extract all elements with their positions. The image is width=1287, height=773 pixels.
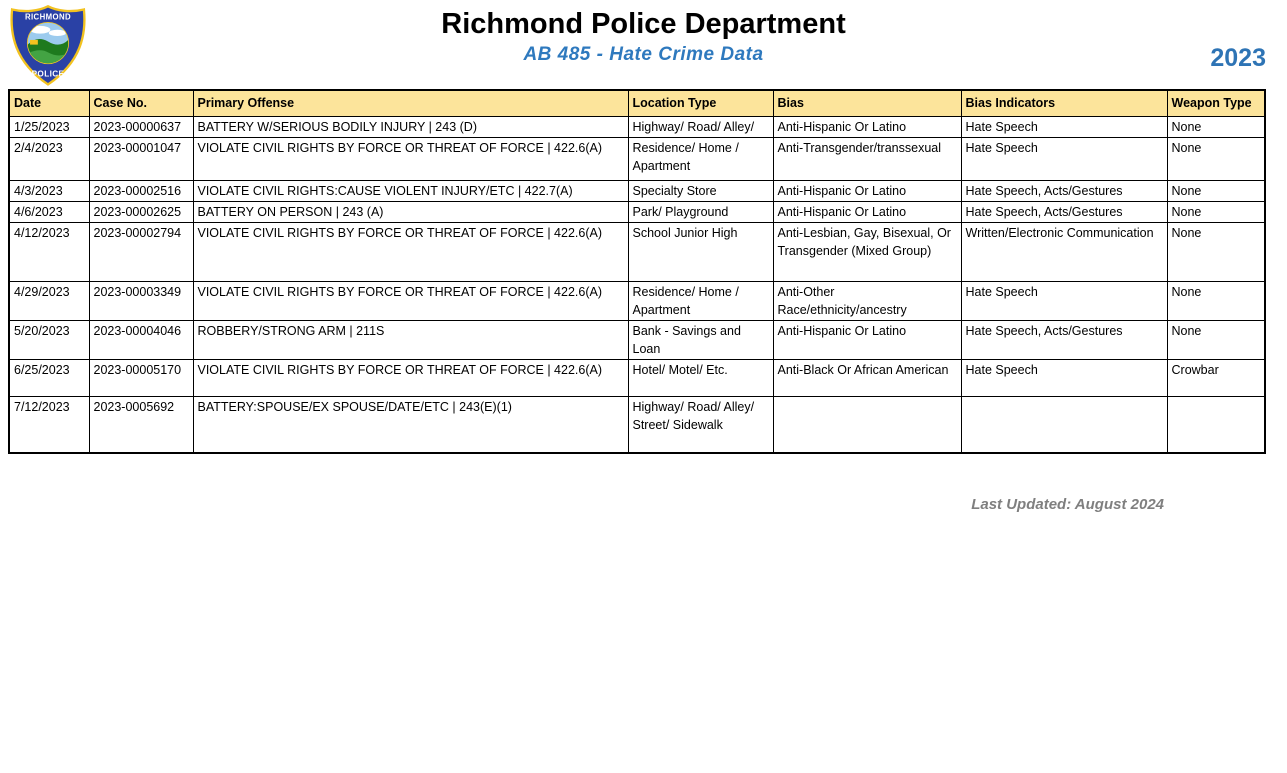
cell-primary_offense: VIOLATE CIVIL RIGHTS BY FORCE OR THREAT OF FORCE | 422.6(A) — [193, 281, 628, 320]
cell-bias: Anti-Transgender/transsexual — [773, 137, 961, 180]
badge-top-text: RICHMOND — [24, 12, 72, 22]
cell-bias: Anti-Hispanic Or Latino — [773, 116, 961, 137]
table-row — [9, 137, 1265, 180]
cell-location_type: Hotel/ Motel/ Etc. — [628, 359, 773, 396]
cell-case_no: 2023-00002794 — [89, 222, 193, 281]
cell-date: 4/12/2023 — [9, 222, 89, 281]
table-row — [9, 222, 1265, 281]
cell-location_type: Highway/ Road/ Alley/ — [628, 116, 773, 137]
table-row — [9, 281, 1265, 320]
cell-primary_offense: BATTERY ON PERSON | 243 (A) — [193, 201, 628, 222]
badge-bottom-text: POLICE — [31, 69, 65, 79]
cell-location_type: School Junior High — [628, 222, 773, 281]
cell-primary_offense: VIOLATE CIVIL RIGHTS:CAUSE VIOLENT INJURY/ETC | 422.7(A) — [193, 180, 628, 201]
cell-case_no: 2023-00001047 — [89, 137, 193, 180]
cell-date: 6/25/2023 — [9, 359, 89, 396]
cell-bias_indicators: Hate Speech, Acts/Gestures — [961, 320, 1167, 359]
cell-primary_offense: ROBBERY/STRONG ARM | 211S — [193, 320, 628, 359]
cell-bias: Anti-Hispanic Or Latino — [773, 180, 961, 201]
cell-location_type: Highway/ Road/ Alley/ Street/ Sidewalk — [628, 396, 773, 453]
column-header-date: Date — [9, 90, 89, 116]
table-row — [9, 201, 1265, 222]
cell-date: 5/20/2023 — [9, 320, 89, 359]
cell-weapon_type: None — [1167, 201, 1265, 222]
cell-case_no: 2023-00000637 — [89, 116, 193, 137]
cell-weapon_type — [1167, 396, 1265, 453]
page-header — [0, 0, 1287, 89]
cell-case_no: 2023-00003349 — [89, 281, 193, 320]
table-row — [9, 116, 1265, 137]
cell-location_type: Park/ Playground — [628, 201, 773, 222]
cell-location_type: Residence/ Home / Apartment — [628, 281, 773, 320]
cell-bias_indicators — [961, 396, 1167, 453]
page-subtitle: AB 485 - Hate Crime Data — [523, 43, 764, 65]
cell-case_no: 2023-00005170 — [89, 359, 193, 396]
cell-bias_indicators: Hate Speech, Acts/Gestures — [961, 201, 1167, 222]
column-header-weapon_type: Weapon Type — [1167, 90, 1265, 116]
cell-bias: Anti-Other Race/ethnicity/ancestry — [773, 281, 961, 320]
column-header-bias_indicators: Bias Indicators — [961, 90, 1167, 116]
cell-bias_indicators: Hate Speech — [961, 116, 1167, 137]
cell-location_type: Residence/ Home / Apartment — [628, 137, 773, 180]
cell-primary_offense: VIOLATE CIVIL RIGHTS BY FORCE OR THREAT OF FORCE | 422.6(A) — [193, 359, 628, 396]
cell-weapon_type: None — [1167, 320, 1265, 359]
cell-bias — [773, 396, 961, 453]
cell-date: 4/6/2023 — [9, 201, 89, 222]
cell-date: 4/3/2023 — [9, 180, 89, 201]
cell-case_no: 2023-00002516 — [89, 180, 193, 201]
cell-location_type: Specialty Store — [628, 180, 773, 201]
report-year: 2023 — [1210, 44, 1266, 72]
cell-date: 2/4/2023 — [9, 137, 89, 180]
cell-bias_indicators: Hate Speech — [961, 137, 1167, 180]
column-header-bias: Bias — [773, 90, 961, 116]
table-row — [9, 180, 1265, 201]
cell-weapon_type: None — [1167, 180, 1265, 201]
cell-bias_indicators: Hate Speech — [961, 281, 1167, 320]
cell-weapon_type: Crowbar — [1167, 359, 1265, 396]
cell-case_no: 2023-0005692 — [89, 396, 193, 453]
cell-bias: Anti-Hispanic Or Latino — [773, 320, 961, 359]
table-row — [9, 396, 1265, 453]
cell-primary_offense: BATTERY W/SERIOUS BODILY INJURY | 243 (D) — [193, 116, 628, 137]
last-updated-note: Last Updated: August 2024 — [971, 496, 1164, 513]
hate-crime-table-body — [9, 116, 1265, 453]
cell-primary_offense: BATTERY:SPOUSE/EX SPOUSE/DATE/ETC | 243(E)(1) — [193, 396, 628, 453]
cell-case_no: 2023-00004046 — [89, 320, 193, 359]
cell-location_type: Bank - Savings and Loan — [628, 320, 773, 359]
cell-bias: Anti-Lesbian, Gay, Bisexual, Or Transgender (Mixed Group) — [773, 222, 961, 281]
table-row — [9, 359, 1265, 396]
cell-bias_indicators: Hate Speech, Acts/Gestures — [961, 180, 1167, 201]
column-header-location_type: Location Type — [628, 90, 773, 116]
badge-emblem-scene — [28, 23, 69, 64]
cell-weapon_type: None — [1167, 116, 1265, 137]
column-header-primary_offense: Primary Offense — [193, 90, 628, 116]
richmond-police-badge-icon — [8, 4, 88, 86]
cell-bias: Anti-Hispanic Or Latino — [773, 201, 961, 222]
cell-weapon_type: None — [1167, 222, 1265, 281]
cell-primary_offense: VIOLATE CIVIL RIGHTS BY FORCE OR THREAT OF FORCE | 422.6(A) — [193, 222, 628, 281]
column-header-case_no: Case No. — [89, 90, 193, 116]
hate-crime-table — [8, 89, 1266, 454]
cell-primary_offense: VIOLATE CIVIL RIGHTS BY FORCE OR THREAT OF FORCE | 422.6(A) — [193, 137, 628, 180]
cell-case_no: 2023-00002625 — [89, 201, 193, 222]
cell-date: 4/29/2023 — [9, 281, 89, 320]
table-header-row — [9, 90, 1265, 116]
table-row — [9, 320, 1265, 359]
page-title: Richmond Police Department — [441, 8, 846, 40]
cell-bias_indicators: Written/Electronic Communication — [961, 222, 1167, 281]
cell-date: 1/25/2023 — [9, 116, 89, 137]
cell-bias_indicators: Hate Speech — [961, 359, 1167, 396]
cell-bias: Anti-Black Or African American — [773, 359, 961, 396]
cell-weapon_type: None — [1167, 137, 1265, 180]
cell-date: 7/12/2023 — [9, 396, 89, 453]
cell-weapon_type: None — [1167, 281, 1265, 320]
